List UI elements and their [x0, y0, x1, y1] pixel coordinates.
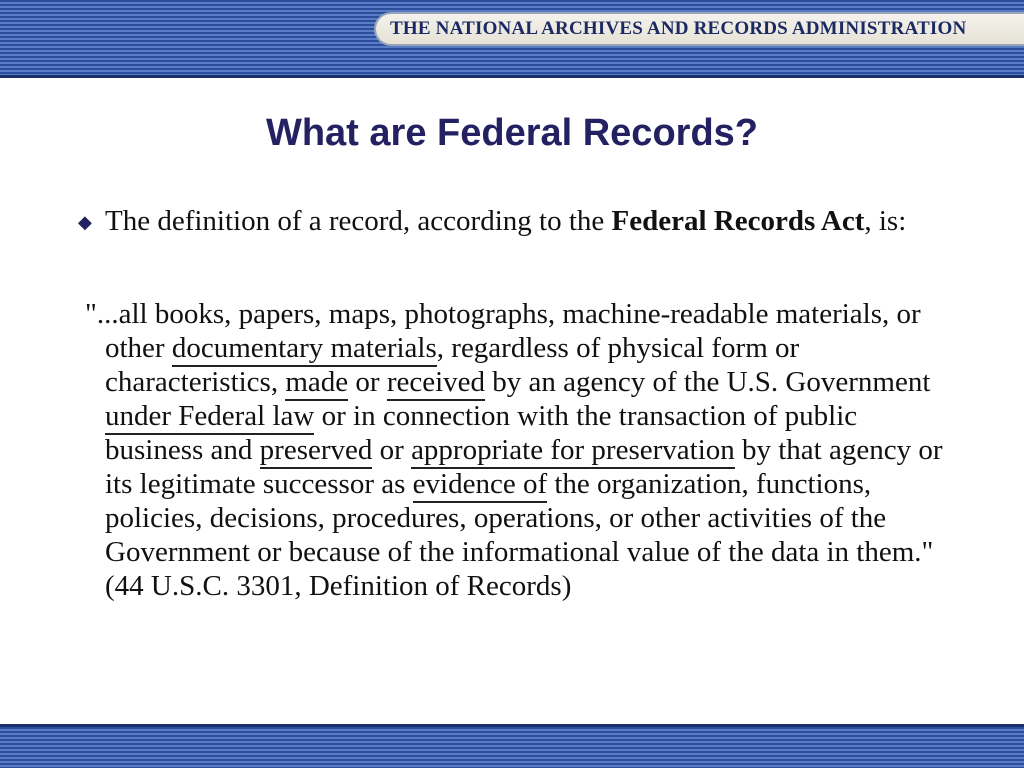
bullet-text-before: The definition of a record, according to the	[105, 205, 612, 237]
banner-text: THE NATIONAL ARCHIVES AND RECORDS ADMINISTRATION	[390, 18, 967, 39]
underlined-term: appropriate for preservation	[411, 434, 735, 466]
quote-part: ,	[270, 366, 286, 398]
definition-bullet	[78, 205, 938, 239]
footer-band	[0, 724, 1024, 768]
bullet-bold-act: Federal Records Act	[611, 205, 865, 237]
quote-part: as	[374, 468, 413, 500]
quote-part: or	[348, 366, 387, 398]
quote-part: , regardless of	[436, 332, 608, 364]
slide-title: What are Federal Records?	[265, 112, 759, 154]
nara-banner	[374, 12, 1024, 46]
header-band	[0, 0, 1024, 78]
underlined-term: preserved	[259, 434, 373, 466]
definition-quote	[85, 297, 953, 603]
underlined-term: received	[386, 366, 486, 398]
underlined-term: under Federal law	[105, 400, 315, 432]
underlined-term: documentary materials	[171, 332, 437, 364]
bullet-text-after: , is:	[864, 205, 907, 237]
quote-part: or	[372, 434, 412, 466]
underlined-term: made	[285, 366, 349, 398]
quote-part: or in connection with the transaction of public business and	[105, 400, 858, 466]
underlined-term: evidence of	[412, 468, 548, 500]
quote-part: the organization, functions, policies, decisions, procedures, operations, or other activities of the Government or because of the informational value of the data in them." (44 U.S.C. 3301, Definition of Records)	[105, 468, 934, 602]
quote-part: "...all books, papers, maps, photographs, machine-readable materials, or other	[85, 298, 921, 364]
underlined-term: agency or its legitimate successor	[105, 434, 943, 500]
bullet-text	[105, 205, 938, 239]
underlined-term: physical form or characteristics	[105, 332, 800, 398]
diamond-bullet-icon: ◆	[78, 212, 92, 232]
quote-part: by an agency of the U.S. Government	[485, 366, 931, 398]
quote-part: by that	[734, 434, 829, 466]
